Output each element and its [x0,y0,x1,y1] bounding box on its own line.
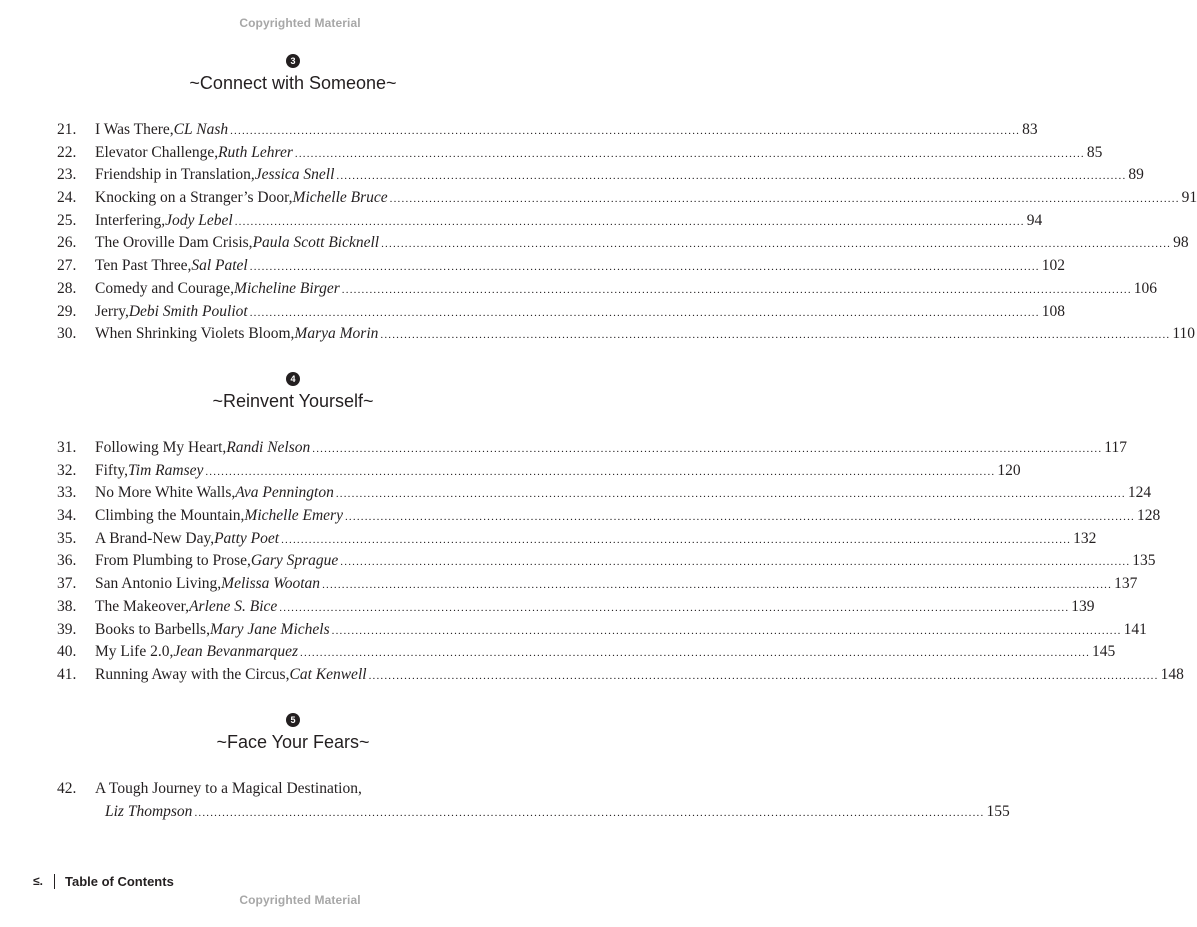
entry-number: 29. [57,302,77,320]
toc-entry[interactable] [0,119,1038,142]
entry-author: Michelle Bruce [292,189,388,207]
dot-leader: ........................................................................................................................................................................................................ [336,170,1127,183]
entry-title: Friendship in Translation, [95,166,255,184]
entry-number: 33. [57,484,77,502]
toc-entry[interactable] [0,528,1097,551]
entry-title: Comedy and Courage, [95,279,235,297]
entry-number: 31. [57,439,77,456]
toc-entry-continuation[interactable] [0,801,1010,824]
toc-entry[interactable] [0,232,1189,255]
toc-entry[interactable] [0,573,1138,596]
entry-title: Books to Barbells, [95,620,210,638]
dot-leader: ........................................................................................................................................................................................................ [249,261,1040,274]
entry-page: 83 [1022,121,1038,138]
toc-entry[interactable] [0,664,1184,687]
toc-list-section-3 [0,119,1197,346]
toc-entry[interactable] [0,460,1021,483]
entry-number: 42. [57,780,77,797]
entry-title: Running Away with the Circus, [95,665,290,683]
entry-page: 94 [1026,211,1043,229]
series-logo-icon: ≤. [33,874,43,888]
entry-page: 108 [1041,302,1065,320]
entry-title: Following My Heart, [95,439,227,456]
dot-leader: ........................................................................................................................................................................................................ [322,579,1113,592]
toc-entry[interactable] [0,550,1156,573]
entry-page: 139 [1071,597,1095,615]
entry-author: Jessica Snell [254,166,335,184]
entry-page: 91 [1181,189,1197,207]
entry-author: Liz Thompson [105,802,193,820]
entry-number: 26. [57,234,77,252]
entry-number: 22. [57,143,77,161]
toc-entry[interactable] [0,778,600,801]
entry-author: Mary Jane Michels [209,620,330,638]
entry-author: Debi Smith Pouliot [128,302,248,320]
entry-author: Ava Pennington [235,484,334,502]
toc-entry[interactable] [0,641,1116,664]
entry-title: The Oroville Dam Crisis, [95,234,253,252]
dot-leader: ........................................................................................................................................................................................................ [205,465,996,478]
toc-entry[interactable] [0,210,1043,233]
entry-title: Knocking on a Stranger’s Door, [95,189,293,207]
entry-title: The Makeover, [95,597,190,615]
entry-page: 106 [1133,279,1158,297]
entry-number: 28. [57,279,77,297]
copyright-watermark-top: Copyrighted Material [239,16,361,30]
dot-leader: ........................................................................................................................................................................................................ [281,533,1072,546]
dot-leader: ........................................................................................................................................................................................................ [340,556,1131,569]
entry-author: Randi Nelson [226,439,311,456]
entry-page: 120 [997,461,1021,479]
footer-divider [54,874,55,889]
entry-page: 85 [1086,143,1103,161]
entry-page: 117 [1104,439,1127,456]
entry-number: 32. [57,461,77,479]
dot-leader: ........................................................................................................................................................................................................ [300,647,1091,660]
toc-entry[interactable] [0,323,1196,346]
entry-author: Michelle Emery [244,507,343,525]
entry-author: Paula Scott Bicknell [252,234,380,252]
toc-entry[interactable] [0,164,1144,187]
entry-page: 128 [1136,507,1161,525]
page-footer [33,872,174,890]
dot-leader: ........................................................................................................................................................................................................ [335,488,1126,501]
entry-number: 36. [57,552,77,570]
toc-list-section-5 [0,778,1010,823]
toc-entry[interactable] [0,482,1152,505]
entry-title: San Antonio Living, [95,575,222,593]
entry-number: 41. [57,665,77,683]
dot-leader: ........................................................................................................................................................................................................ [331,624,1122,637]
entry-page: 145 [1092,643,1116,661]
entry-author: Cat Kenwell [289,665,367,683]
entry-page: 135 [1132,552,1156,570]
entry-title: When Shrinking Violets Bloom, [95,325,295,343]
entry-author: Jean Bevanmarquez [173,643,299,661]
entry-author: Marya Morin [294,325,379,343]
toc-list-section-4 [0,437,1184,687]
dot-leader: ........................................................................................................................................................................................................ [380,329,1171,342]
toc-entry[interactable] [0,505,1161,528]
entry-title: Ten Past Three, [95,257,192,275]
entry-title: Fifty, [95,461,129,479]
section-title: ~Face Your Fears~ [216,732,370,752]
entry-number: 37. [57,575,77,593]
toc-entry[interactable] [0,278,1158,301]
section-number-badge: 4 [286,372,300,386]
entry-author: Jody Lebel [165,211,233,229]
entry-number: 40. [57,643,77,661]
entry-number: 38. [57,597,77,615]
dot-leader: ........................................................................................................................................................................................................ [230,125,1021,137]
entry-page: 89 [1128,166,1144,184]
entry-page: 110 [1172,325,1196,343]
entry-page: 102 [1041,257,1065,275]
toc-entry[interactable] [0,142,1103,165]
toc-entry[interactable] [0,187,1197,210]
entry-title: Climbing the Mountain, [95,507,245,525]
dot-leader: ........................................................................................................................................................................................................ [194,806,985,819]
entry-number: 35. [57,529,77,547]
entry-title: Interfering, [95,211,166,229]
entry-page: 98 [1173,234,1189,252]
entry-author: Melissa Wootan [221,575,321,593]
entry-number: 23. [57,166,77,184]
toc-entry[interactable] [0,301,1065,324]
entry-title: I Was There, [95,121,174,138]
entry-author: Arlene S. Bice [189,597,278,615]
section-title: ~Connect with Someone~ [189,73,397,93]
entry-author: Ruth Lehrer [218,143,293,161]
entry-author: Sal Patel [191,257,248,275]
copyright-watermark-bottom: Copyrighted Material [239,893,361,907]
dot-leader: ........................................................................................................................................................................................................ [368,669,1159,682]
dot-leader: ........................................................................................................................................................................................................ [389,193,1180,206]
entry-number: 21. [57,121,77,138]
toc-entry[interactable] [0,596,1095,619]
entry-title: My Life 2.0, [95,643,174,661]
dot-leader: ........................................................................................................................................................................................................ [312,443,1103,455]
entry-number: 39. [57,620,77,638]
entry-number: 25. [57,211,77,229]
dot-leader: ........................................................................................................................................................................................................ [341,283,1132,296]
dot-leader: ........................................................................................................................................................................................................ [381,238,1172,251]
entry-title: From Plumbing to Prose, [95,552,251,570]
dot-leader: ........................................................................................................................................................................................................ [279,601,1070,614]
dot-leader: ........................................................................................................................................................................................................ [294,147,1085,160]
dot-leader: ........................................................................................................................................................................................................ [344,511,1135,524]
entry-author: Micheline Birger [234,279,340,297]
entry-title: Elevator Challenge, [95,143,219,161]
toc-entry[interactable] [0,619,1147,642]
entry-number: 30. [57,325,77,343]
entry-author: Patty Poet [214,529,280,547]
entry-author: Tim Ramsey [128,461,204,479]
dot-leader: ........................................................................................................................................................................................................ [249,306,1040,319]
toc-entry[interactable] [0,255,1065,278]
entry-title: No More White Walls, [95,484,236,502]
entry-page: 124 [1127,484,1152,502]
entry-number: 24. [57,189,77,207]
entry-title: A Tough Journey to a Magical Destination, [95,780,362,797]
entry-page: 137 [1114,575,1138,593]
section-number-badge: 5 [286,713,300,727]
entry-page: 132 [1073,529,1097,547]
entry-number: 34. [57,507,77,525]
toc-entry[interactable] [0,437,1127,460]
entry-title: A Brand-New Day, [95,529,215,547]
entry-page: 148 [1160,665,1184,683]
entry-title: Jerry, [95,302,129,320]
running-footer-label: Table of Contents [65,873,174,889]
section-number-badge: 3 [286,54,300,68]
entry-number: 27. [57,257,77,275]
section-title: ~Reinvent Yourself~ [212,391,374,411]
entry-author: Gary Sprague [250,552,339,570]
entry-page: 141 [1123,620,1147,638]
dot-leader: ........................................................................................................................................................................................................ [234,215,1025,228]
entry-page: 155 [986,802,1010,820]
entry-author: CL Nash [173,121,229,138]
